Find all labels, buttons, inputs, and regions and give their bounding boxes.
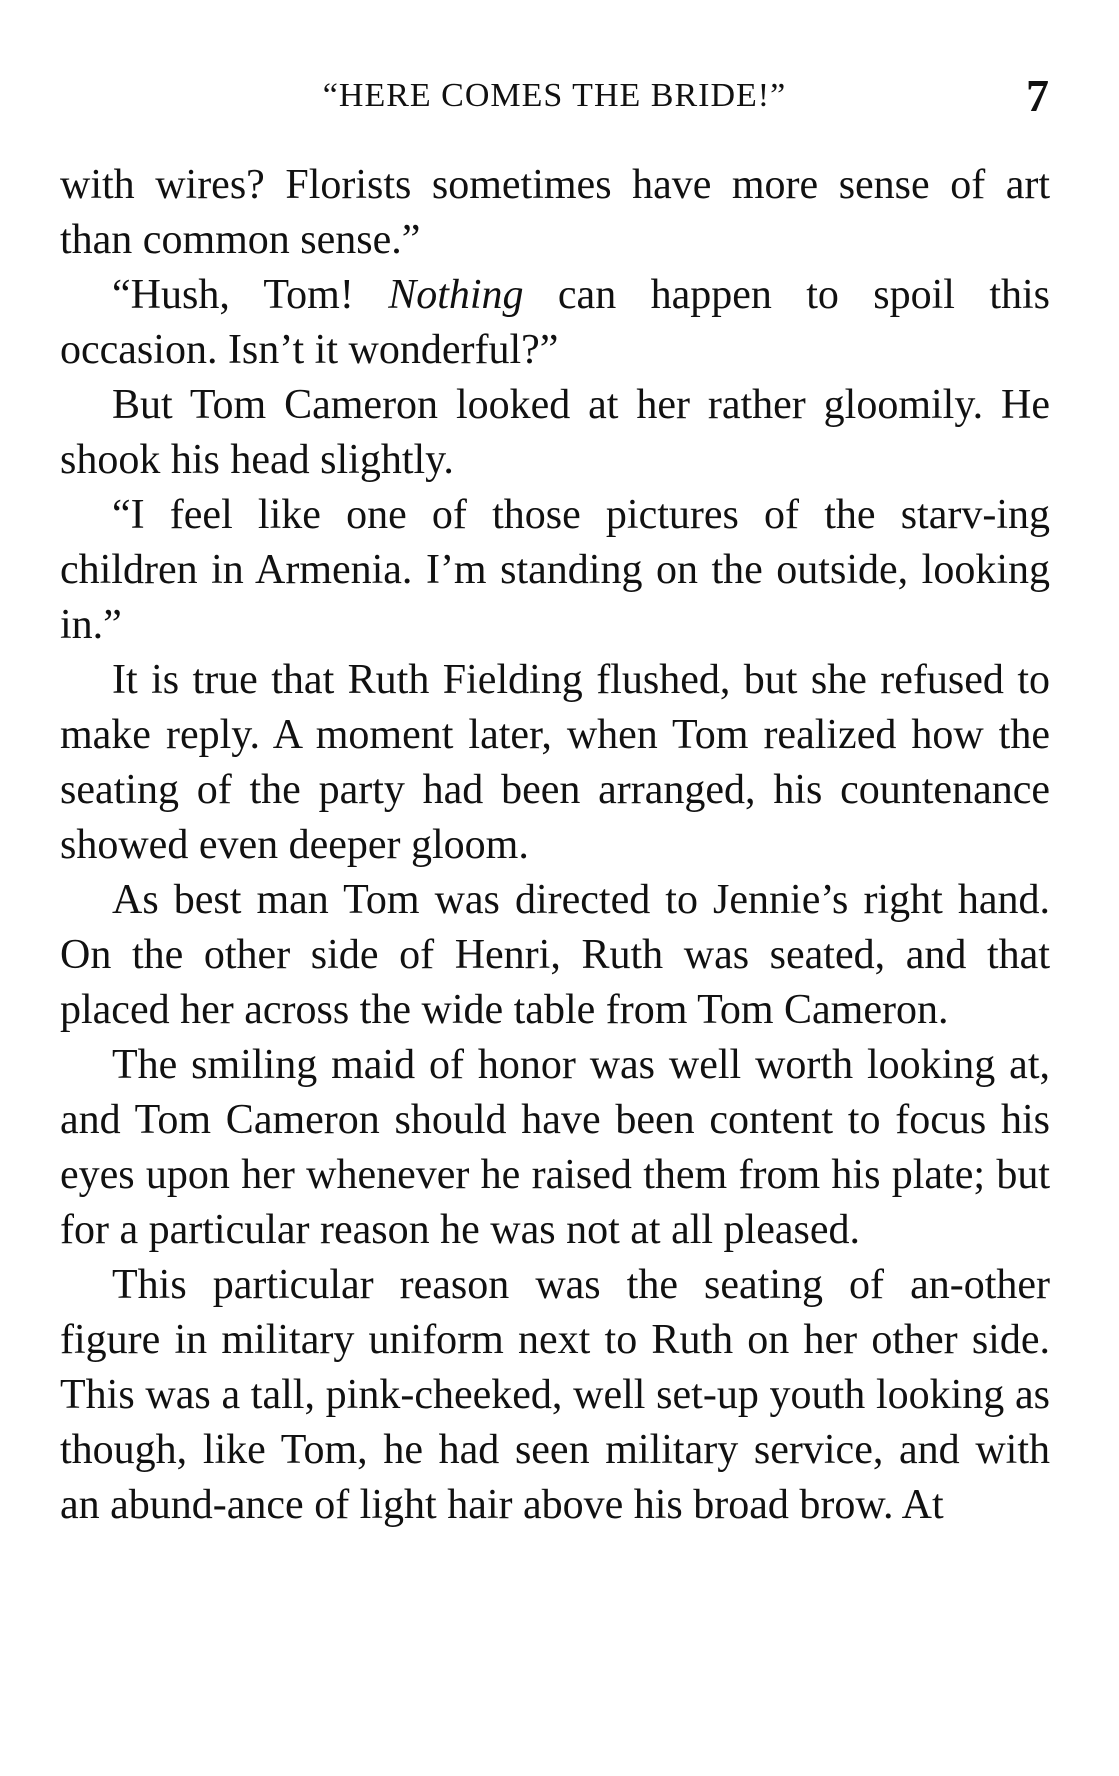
paragraph: As best man Tom was directed to Jennie’s right hand. On the other side of Henri, Ruth was seated, and that placed her across the wide table from Tom Cameron.	[60, 877, 1050, 1033]
paragraph: with wires? Florists sometimes have more sense of art than common sense.”	[60, 162, 1050, 263]
paragraph-text: “Hush, Tom!	[112, 272, 389, 318]
paragraph	[60, 268, 1050, 378]
paragraph: The smiling maid of honor was well worth looking at, and Tom Cameron should have been content to focus his eyes upon her whenever he raised them from his plate; but for a particular reason he was not at all pleased.	[60, 1042, 1050, 1253]
page-number: 7	[1026, 70, 1049, 121]
italic-text: Nothing	[388, 272, 524, 318]
running-title: “HERE COMES THE BRIDE!”	[322, 77, 787, 114]
body-text	[60, 158, 1050, 1533]
paragraph-text: can happen to spoil this occasion. Isn’t it wonderful?”	[60, 272, 1051, 373]
running-head	[60, 72, 1049, 122]
paragraph: But Tom Cameron looked at her rather gloomily. He shook his head slightly.	[60, 382, 1050, 483]
paragraph: “I feel like one of those pictures of the starv-ing children in Armenia. I’m standing on the outside, looking in.”	[60, 492, 1050, 648]
paragraph: This particular reason was the seating of an-other figure in military uniform next to Ruth on her other side. This was a tall, pink-cheeked, well set-up youth looking as though, like Tom, he had seen military service, and with an abund-ance of light hair above his broad brow. At	[60, 1262, 1050, 1528]
paragraph: It is true that Ruth Fielding flushed, but she refused to make reply. A moment later, when Tom realized how the seating of the party had been arranged, his countenance showed even deeper gloom.	[60, 657, 1050, 868]
